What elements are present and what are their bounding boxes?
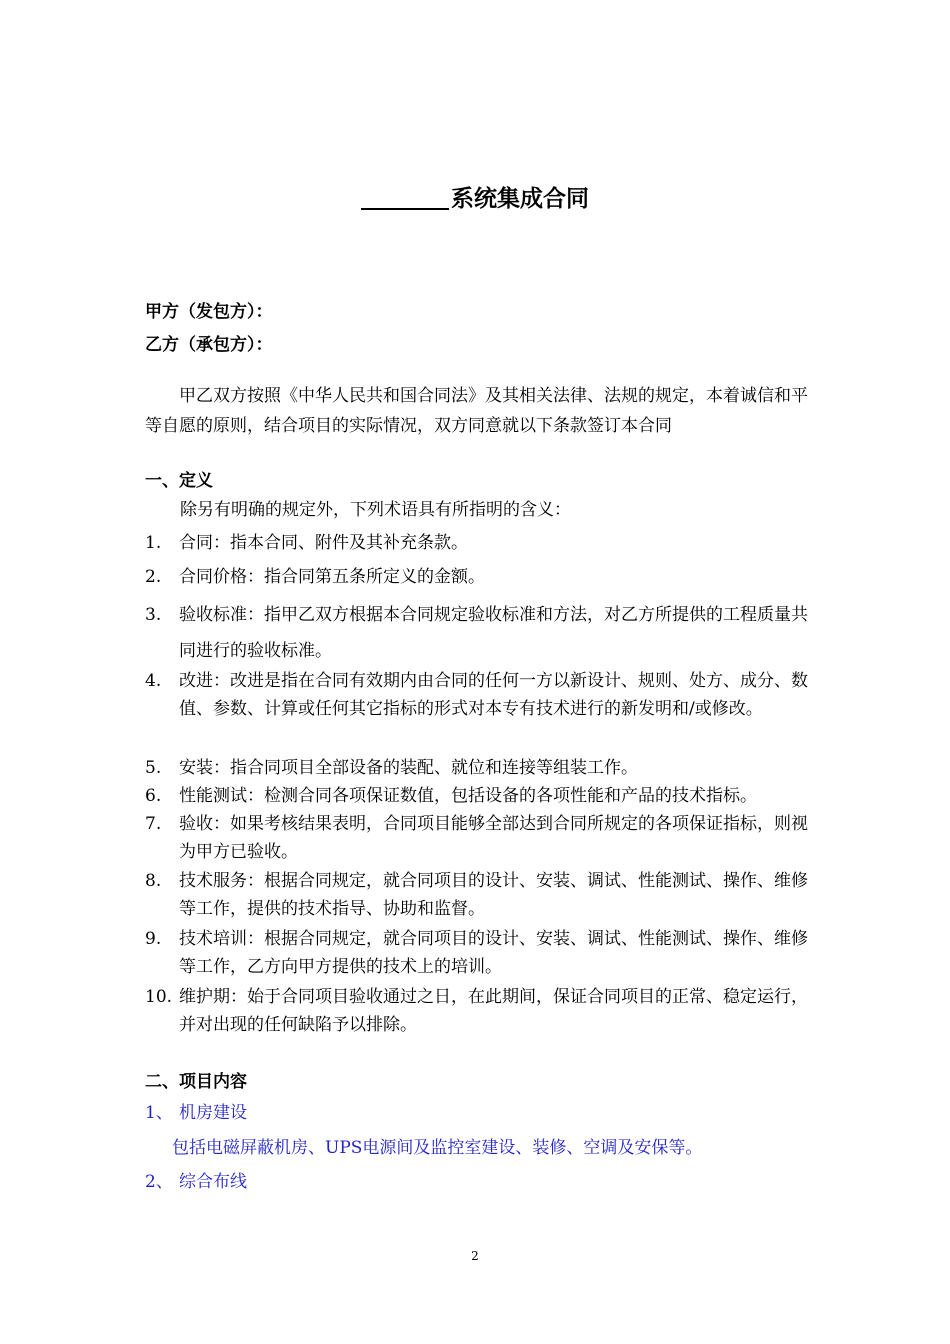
item-text: 验收标准：指甲乙双方根据本合同规定验收标准和方法，对乙方所提供的工程质量共同进行的验收标准。 [179, 605, 808, 661]
party-b-label: 乙方（承包方）： [145, 335, 273, 355]
section1-intro: 除另有明确的规定外，下列术语具有所指明的含义： [180, 500, 571, 520]
title-text: 系统集成合同 [451, 186, 589, 212]
item-number: 6. [145, 786, 162, 806]
item-number: 2. [145, 567, 162, 587]
party-a-label: 甲方（发包方）： [145, 302, 273, 322]
section2-heading: 二、项目内容 [145, 1072, 247, 1092]
page-number: 2 [471, 1249, 479, 1263]
subsection-1 [145, 1101, 247, 1125]
item-number: 10. [145, 987, 173, 1007]
definition-item [145, 867, 810, 923]
subsection-label: 机房建设 [179, 1103, 247, 1123]
subsection-number: 2、 [145, 1172, 173, 1192]
item-number: 7. [145, 814, 162, 834]
item-text: 技术培训：根据合同规定，就合同项目的设计、安装、调试、性能测试、操作、维修等工作，乙方向甲方提供的技术上的培训。 [179, 929, 808, 977]
item-text: 维护期：始于合同项目验收通过之日，在此期间，保证合同项目的正常、稳定运行，并对出现的任何缺陷予以排除。 [179, 987, 808, 1035]
item-number: 4. [145, 671, 162, 691]
definition-item [145, 983, 810, 1039]
item-text: 技术服务：根据合同规定，就合同项目的设计、安装、调试、性能测试、操作、维修等工作，提供的技术指导、协助和监督。 [179, 871, 808, 919]
definition-item [145, 782, 810, 810]
title-blank-line [361, 186, 449, 210]
item-text: 合同：指本合同、附件及其补充条款。 [179, 533, 468, 553]
item-text: 安装：指合同项目全部设备的装配、就位和连接等组装工作。 [179, 758, 638, 778]
definition-item [145, 565, 810, 589]
definition-item [145, 810, 810, 866]
section1-heading: 一、定义 [145, 471, 213, 491]
item-text: 合同价格：指合同第五条所定义的金额。 [179, 567, 485, 587]
preamble-paragraph [145, 381, 810, 441]
item-number: 9. [145, 929, 162, 949]
subsection-number: 1、 [145, 1103, 173, 1123]
definition-item [145, 531, 810, 555]
item-number: 8. [145, 871, 162, 891]
subsection-2 [145, 1170, 247, 1194]
definition-item [145, 754, 810, 782]
subsection-label: 综合布线 [179, 1172, 247, 1192]
item-number: 5. [145, 758, 162, 778]
item-text: 性能测试：检测合同各项保证数值，包括设备的各项性能和产品的技术指标。 [179, 786, 757, 806]
definition-item [145, 597, 810, 669]
definition-item [145, 925, 810, 981]
definition-item [145, 667, 810, 723]
preamble-text: 甲乙双方按照《中华人民共和国合同法》及其相关法律、法规的规定，本着诚信和平等自愿的原则，结合项目的实际情况，双方同意就以下条款签订本合同 [145, 386, 808, 436]
contract-title [0, 183, 950, 215]
item-number: 3. [145, 605, 162, 625]
item-text: 验收：如果考核结果表明，合同项目能够全部达到合同所规定的各项保证指标，则视为甲方已验收。 [179, 814, 808, 862]
item-text: 改进：改进是指在合同有效期内由合同的任何一方以新设计、规则、处方、成分、数值、参数、计算或任何其它指标的形式对本专有技术进行的新发明和/或修改。 [179, 671, 808, 719]
item-number: 1. [145, 533, 162, 553]
subsection-1-description: 包括电磁屏蔽机房、UPS电源间及监控室建设、装修、空调及安保等。 [172, 1138, 703, 1158]
